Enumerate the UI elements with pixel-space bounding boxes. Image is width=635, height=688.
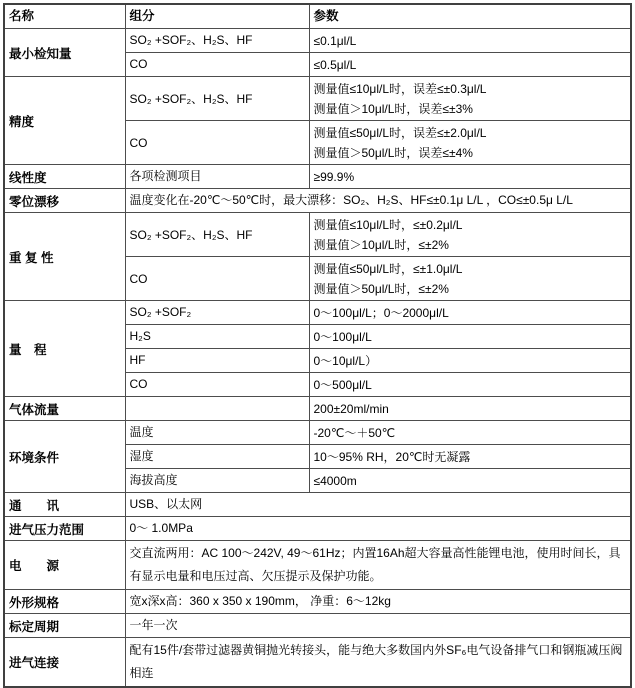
header-cell-component: 组分 — [125, 4, 309, 29]
param-cell — [309, 325, 631, 349]
param-line: 测量值＞10μl/L时，误差≤±3% — [313, 101, 473, 116]
param-line: 测量值＞10μl/L时，≤±2% — [313, 237, 449, 252]
component-cell: CO — [125, 373, 309, 397]
param-cell — [309, 53, 631, 77]
header-cell-name: 名称 — [4, 4, 125, 29]
table-row — [4, 189, 631, 213]
merged-value-cell: 配有15件/套带过滤器黄铜抛光转接头，能与绝大多数国内外SF₆电气设备排气口和钢瓶减压阀相连 — [125, 638, 631, 688]
table-row — [4, 397, 631, 421]
header-row — [4, 4, 631, 29]
component-cell: 各项检测项目 — [125, 165, 309, 189]
param-line: 测量值＞50μl/L时，误差≤±4% — [313, 145, 473, 160]
param-line: 0～100μl/L；0～2000μl/L — [313, 305, 449, 320]
param-line: ≥99.9% — [313, 169, 355, 184]
merged-value-cell: 交直流两用：AC 100～242V, 49～61Hz；内置16Ah超大容量高性能锂电池，使用时间长，具有显示电量和电压过高、欠压提示及保护功能。 — [125, 541, 631, 590]
param-line: 200±20ml/min — [313, 401, 389, 416]
section-name-cell: 通 讯 — [4, 493, 125, 517]
component-cell: H₂S — [125, 325, 309, 349]
table-row — [4, 614, 631, 638]
component-cell: 海拔高度 — [125, 469, 309, 493]
table-row — [4, 301, 631, 325]
param-line: ≤0.1μl/L — [313, 33, 357, 48]
table-row — [4, 165, 631, 189]
component-cell: CO — [125, 121, 309, 165]
param-cell — [309, 257, 631, 301]
table-row — [4, 213, 631, 257]
section-name-cell: 进气压力范围 — [4, 517, 125, 541]
section-name-cell: 精度 — [4, 77, 125, 165]
section-name-cell: 环境条件 — [4, 421, 125, 493]
table-row — [4, 29, 631, 53]
section-name-cell: 进气连接 — [4, 638, 125, 688]
spec-table — [3, 3, 632, 688]
param-cell — [309, 397, 631, 421]
table-row — [4, 590, 631, 614]
param-line: 10～95% RH，20℃时无凝露 — [313, 449, 471, 464]
component-cell: SO₂ +SOF₂、H₂S、HF — [125, 213, 309, 257]
param-cell — [309, 373, 631, 397]
merged-value-cell: 宽x深x高：360 x 350 x 190mm， 净重：6～12kg — [125, 590, 631, 614]
spec-table-body — [4, 29, 631, 688]
section-name-cell: 电 源 — [4, 541, 125, 590]
table-row — [4, 421, 631, 445]
param-cell — [309, 469, 631, 493]
param-cell — [309, 165, 631, 189]
component-cell: 湿度 — [125, 445, 309, 469]
component-cell: HF — [125, 349, 309, 373]
param-cell — [309, 349, 631, 373]
header-cell-param: 参数 — [309, 4, 631, 29]
table-row — [4, 493, 631, 517]
param-cell — [309, 301, 631, 325]
component-cell: SO₂ +SOF₂ — [125, 301, 309, 325]
param-line: 测量值≤10μl/L时，误差≤±0.3μl/L — [313, 81, 487, 96]
section-name-cell: 线性度 — [4, 165, 125, 189]
param-cell — [309, 213, 631, 257]
param-cell — [309, 421, 631, 445]
table-row — [4, 541, 631, 590]
section-name-cell: 最小检知量 — [4, 29, 125, 77]
param-line: 0～100μl/L — [313, 329, 372, 344]
section-name-cell: 标定周期 — [4, 614, 125, 638]
param-line: -20℃～＋50℃ — [313, 425, 396, 440]
param-line: ≤0.5μl/L — [313, 57, 357, 72]
table-row — [4, 77, 631, 121]
param-cell — [309, 29, 631, 53]
section-name-cell: 量 程 — [4, 301, 125, 397]
param-cell — [309, 445, 631, 469]
param-line: 测量值≤10μl/L时，≤±0.2μl/L — [313, 217, 463, 232]
param-line: 0～500μl/L — [313, 377, 372, 392]
param-line: 测量值≤50μl/L时，误差≤±2.0μl/L — [313, 125, 487, 140]
merged-value-cell: 一年一次 — [125, 614, 631, 638]
param-cell — [309, 121, 631, 165]
section-name-cell: 零位漂移 — [4, 189, 125, 213]
table-row — [4, 638, 631, 688]
merged-value-cell: 温度变化在-20℃～50℃时，最大漂移：SO₂、H₂S、HF≤±0.1μ L/L ，CO≤±0.5μ L/L — [125, 189, 631, 213]
component-cell: CO — [125, 53, 309, 77]
component-cell: SO₂ +SOF₂、H₂S、HF — [125, 77, 309, 121]
component-cell: CO — [125, 257, 309, 301]
merged-value-cell: 0～ 1.0MPa — [125, 517, 631, 541]
param-line: 0～10μl/L） — [313, 353, 378, 368]
param-line: 测量值≤50μl/L时，≤±1.0μl/L — [313, 261, 463, 276]
component-cell: 温度 — [125, 421, 309, 445]
param-line: 测量值＞50μl/L时，≤±2% — [313, 281, 449, 296]
section-name-cell: 气体流量 — [4, 397, 125, 421]
section-name-cell: 重 复 性 — [4, 213, 125, 301]
component-cell: SO₂ +SOF₂、H₂S、HF — [125, 29, 309, 53]
section-name-cell: 外形规格 — [4, 590, 125, 614]
param-cell — [309, 77, 631, 121]
table-row — [4, 517, 631, 541]
param-line: ≤4000m — [313, 473, 357, 488]
merged-value-cell: USB、以太网 — [125, 493, 631, 517]
component-cell — [125, 397, 309, 421]
